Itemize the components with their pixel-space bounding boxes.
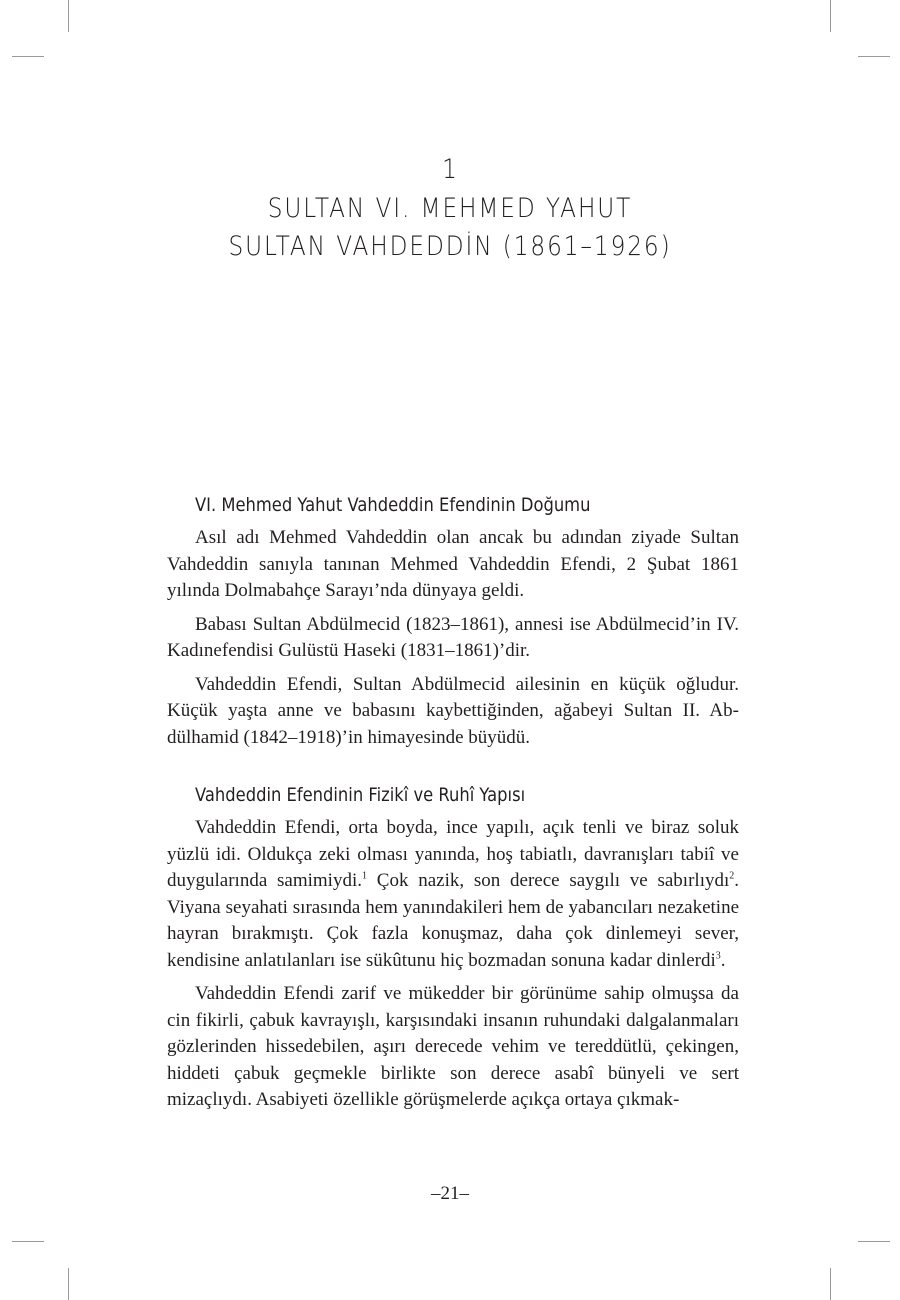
chapter-heading: [63, 150, 837, 266]
crop-mark: [68, 1268, 69, 1300]
crop-mark: [858, 56, 890, 57]
crop-mark: [858, 1241, 890, 1242]
paragraph: Vahdeddin Efendi zarif ve mükedder bir görünüme sahip olmuşsa da cin fikirli, çabuk kavrayışlı, karşısındaki insanın ruhundaki dalgalanmaları gözlerinden hissedebilen, aşırı derecede vehim ve tereddütlü, çekingen, hiddeti çabuk geçmekle birlikte son derece asabî bünyeli ve sert mizaçlıydı. Asabiyeti özellikle görüşmelerde açıkça ortaya çıkmak-: [167, 983, 739, 1110]
footnote-ref: 3: [715, 950, 721, 962]
footnote-ref: 2: [729, 870, 735, 882]
paragraph: [167, 815, 739, 974]
body-text: [167, 493, 739, 1121]
section-heading-physical-spiritual: Vahdeddin Efendinin Fizikî ve Ruhî Yapısı: [195, 784, 526, 806]
page-number: –21–: [431, 1183, 469, 1204]
paragraph-text: .: [720, 949, 726, 971]
paragraph: Vahdeddin Efendi, Sultan Abdülmecid ailesinin en küçük oğludur. Küçük yaşta anne ve babasını kaybettiğinden, ağabeyi Sultan II. Abdülhamid (1842–1918)’in himayesinde büyüdü.: [167, 673, 739, 748]
paragraph: Asıl adı Mehmed Vahdeddin olan ancak bu adından ziyade Sultan Vahdeddin sanıyla tanınan Mehmed Vahdeddin Efendi, 2 Şubat 1861 yılında Dolmabahçe Sarayı’nda dünyaya geldi.: [167, 527, 739, 601]
chapter-title-line-2: SULTAN VAHDEDDİN (1861–1926): [228, 231, 672, 262]
paragraph-text: . Viyana seyahati sırasında hem yanındakileri hem de yabancıları nezaketine hayran bırakmıştı. Çok fazla konuşmaz, daha çok dinlemeyi sever, kendisine anlatılanları ise sükûtunu hiç bozmadan sonuna kadar dinlerdi: [167, 870, 739, 971]
crop-mark: [830, 0, 831, 32]
crop-mark: [830, 1268, 831, 1300]
crop-mark: [12, 56, 44, 57]
paragraph-text: Vahdeddin Efendi, orta boyda, ince yapılı, açık tenli ve biraz soluk yüzlü idi. Oldukça zeki olması yanında, hoş tabiatlı, davranışları tabiî ve duygularında samimiydi.: [167, 817, 739, 891]
paragraph-text: Çok nazik, son derece saygılı ve sabırlıydı: [367, 870, 730, 891]
section-heading-birth: VI. Mehmed Yahut Vahdeddin Efendinin Doğumu: [195, 494, 591, 516]
chapter-number: 1: [442, 154, 458, 185]
footnote-ref: 1: [362, 870, 367, 882]
crop-mark: [12, 1241, 44, 1242]
paragraph: Babası Sultan Abdülmecid (1823–1861), annesi ise Abdülmecid’in IV. Kadınefendisi Gulüstü Haseki (1831–1861)’dir.: [167, 613, 739, 661]
chapter-title-line-1: SULTAN VI. MEHMED YAHUT: [267, 193, 633, 224]
crop-mark: [68, 0, 69, 32]
